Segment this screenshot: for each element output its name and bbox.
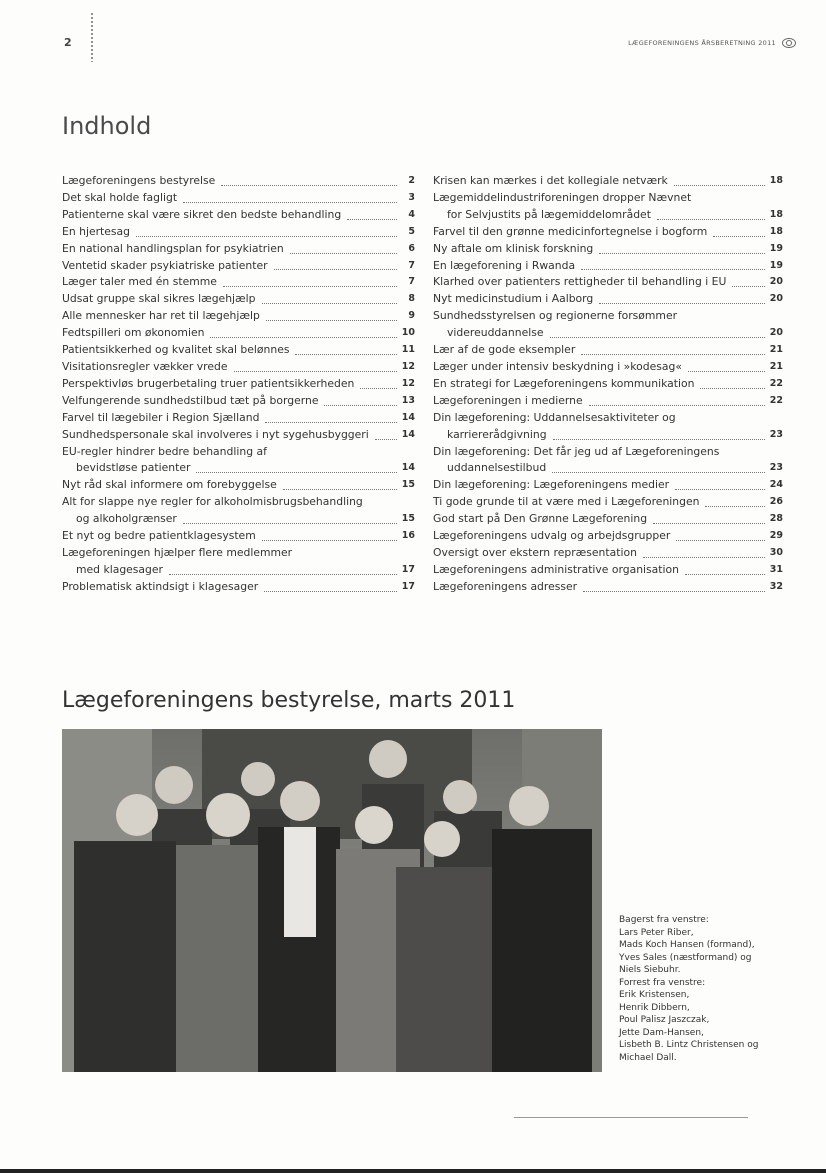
toc-dot-leader bbox=[685, 574, 765, 575]
toc-dot-leader bbox=[262, 303, 398, 304]
toc-item bbox=[62, 274, 415, 291]
toc-item-page: 16 bbox=[401, 530, 415, 542]
toc-item-page: 13 bbox=[401, 394, 415, 406]
toc-item bbox=[433, 427, 783, 444]
toc-item-text: Sundhedsstyrelsen og regionerne forsømmer bbox=[433, 309, 678, 323]
toc-item bbox=[433, 444, 783, 461]
toc-item-text: En strategi for Lægeforeningens kommunikation bbox=[433, 376, 695, 390]
toc-item-text: Din lægeforening: Uddannelsesaktiviteter og bbox=[433, 410, 676, 424]
toc-item bbox=[62, 359, 415, 376]
toc-dot-leader bbox=[675, 489, 765, 490]
toc-item-text: Udsat gruppe skal sikres lægehjælp bbox=[62, 292, 256, 306]
toc-dot-leader bbox=[265, 422, 397, 423]
toc-dot-leader bbox=[581, 354, 765, 355]
toc-item-page: 4 bbox=[408, 208, 415, 220]
toc-dot-leader bbox=[221, 185, 397, 186]
toc-item bbox=[433, 173, 783, 190]
toc-item bbox=[62, 444, 415, 461]
toc-right-column bbox=[433, 173, 783, 596]
toc-item bbox=[433, 460, 783, 477]
toc-item bbox=[62, 545, 415, 562]
toc-dot-leader bbox=[264, 591, 397, 592]
caption-line: Jette Dam-Hansen, bbox=[619, 1027, 704, 1038]
toc-item-page: 32 bbox=[769, 580, 783, 592]
toc-dot-leader bbox=[643, 557, 765, 558]
toc-item-text: Lægeforeningens adresser bbox=[433, 579, 578, 593]
toc-item bbox=[433, 528, 783, 545]
toc-item bbox=[433, 274, 783, 291]
toc-item bbox=[62, 494, 415, 511]
page-bottom-edge bbox=[0, 1169, 826, 1173]
toc-item-text: Perspektivløs brugerbetaling truer patientsikkerheden bbox=[62, 376, 355, 390]
toc-dot-leader bbox=[705, 506, 765, 507]
toc-dot-leader bbox=[552, 472, 765, 473]
toc-item bbox=[433, 241, 783, 258]
toc-dot-leader bbox=[136, 236, 397, 237]
toc-item-text: Lægeforeningens administrative organisation bbox=[433, 562, 679, 576]
toc-item-page: 18 bbox=[769, 175, 783, 186]
toc-item bbox=[62, 325, 415, 342]
toc-item-text: Lægemiddelindustriforeningen dropper Nævnet bbox=[433, 190, 692, 204]
toc-dot-leader bbox=[290, 253, 397, 254]
toc-item-text: Sundhedspersonale skal involveres i nyt sygehusbyggeri bbox=[62, 427, 369, 441]
toc-item bbox=[62, 308, 415, 325]
toc-item-text: Nyt medicinstudium i Aalborg bbox=[433, 292, 594, 306]
toc-dot-leader bbox=[713, 236, 765, 237]
toc-item bbox=[62, 410, 415, 427]
toc-item-page: 14 bbox=[401, 428, 415, 440]
toc-item-page: 11 bbox=[401, 344, 415, 356]
toc-item-page: 9 bbox=[408, 310, 415, 322]
toc-dot-leader bbox=[183, 523, 397, 524]
toc-item-page: 24 bbox=[769, 479, 783, 491]
toc-item bbox=[433, 342, 783, 359]
toc-item-text: Lægeforeningen hjælper flere medlemmer bbox=[62, 545, 293, 559]
footer-rule bbox=[514, 1117, 748, 1118]
running-header bbox=[628, 38, 796, 48]
toc-dot-leader bbox=[196, 472, 397, 473]
caption-line: Forrest fra venstre: bbox=[619, 977, 706, 988]
toc-item bbox=[433, 359, 783, 376]
toc-item-page: 15 bbox=[401, 513, 415, 525]
toc-item-page: 22 bbox=[769, 394, 783, 406]
toc-item bbox=[62, 342, 415, 359]
toc-item bbox=[433, 511, 783, 528]
toc-item-page: 3 bbox=[408, 191, 415, 203]
caption-line: Michael Dall. bbox=[619, 1052, 677, 1063]
toc-item bbox=[62, 579, 415, 596]
toc-item bbox=[62, 173, 415, 190]
toc-dot-leader bbox=[653, 523, 765, 524]
toc-dot-leader bbox=[583, 591, 765, 592]
toc-item bbox=[62, 376, 415, 393]
toc-dot-leader bbox=[599, 253, 765, 254]
toc-item-page: 15 bbox=[401, 479, 415, 491]
margin-dots bbox=[91, 12, 93, 62]
toc-dot-leader bbox=[274, 269, 397, 270]
toc-item bbox=[433, 376, 783, 393]
toc-item-page: 6 bbox=[408, 242, 415, 254]
toc-item-page: 5 bbox=[408, 225, 415, 237]
toc-item-page: 7 bbox=[408, 276, 415, 288]
toc-item-text: med klagesager bbox=[76, 562, 163, 576]
toc-item-page: 18 bbox=[769, 208, 783, 220]
toc-item bbox=[433, 258, 783, 275]
toc-item-text: Lægeforeningens bestyrelse bbox=[62, 174, 216, 187]
running-title: LÆGEFORENINGENS ÅRSBERETNING 2011 bbox=[628, 39, 776, 47]
toc-item-page: 26 bbox=[769, 496, 783, 508]
toc-dot-leader bbox=[375, 439, 397, 440]
toc-item-page: 19 bbox=[769, 259, 783, 271]
toc-item-text: Lægeforeningens udvalg og arbejdsgrupper bbox=[433, 529, 671, 543]
toc-item bbox=[433, 291, 783, 308]
toc-item-page: 28 bbox=[769, 513, 783, 525]
toc-item bbox=[433, 207, 783, 224]
toc-item-text: bevidstløse patienter bbox=[76, 461, 191, 475]
toc-item-text: Ti gode grunde til at være med i Lægeforeningen bbox=[433, 495, 700, 509]
toc-left-column bbox=[62, 173, 415, 596]
toc-item-page: 29 bbox=[769, 530, 783, 542]
toc-item bbox=[433, 393, 783, 410]
toc-dot-leader bbox=[581, 269, 765, 270]
caption-line: Mads Koch Hansen (formand), bbox=[619, 940, 755, 950]
toc-item bbox=[433, 494, 783, 511]
toc-item bbox=[433, 545, 783, 562]
toc-item-text: Farvel til den grønne medicinfortegnelse i bogform bbox=[433, 224, 708, 238]
toc-item bbox=[433, 308, 783, 325]
toc-item-text: Læger under intensiv beskydning i »kodesag« bbox=[433, 359, 682, 373]
toc-dot-leader bbox=[732, 286, 765, 287]
toc-dot-leader bbox=[589, 405, 765, 406]
toc-item bbox=[433, 325, 783, 342]
toc-item bbox=[433, 579, 783, 596]
toc-item bbox=[433, 190, 783, 207]
toc-dot-leader bbox=[657, 219, 765, 220]
toc-item-text: EU-regler hindrer bedre behandling af bbox=[62, 444, 267, 458]
toc-item-text: Krisen kan mærkes i det kollegiale netværk bbox=[433, 174, 668, 187]
toc-item bbox=[62, 190, 415, 207]
caption-line: Bagerst fra venstre: bbox=[619, 915, 709, 925]
toc-item bbox=[62, 562, 415, 579]
toc-item-text: karriererådgivning bbox=[447, 427, 547, 441]
board-title: Lægeforeningens bestyrelse, marts 2011 bbox=[62, 688, 516, 713]
caption-line: Lisbeth B. Lintz Christensen og bbox=[619, 1040, 759, 1050]
toc-item-text: Fedtspilleri om økonomien bbox=[62, 326, 205, 340]
toc-item-page: 12 bbox=[401, 360, 415, 372]
toc-item-page: 30 bbox=[769, 546, 783, 558]
toc-item bbox=[62, 460, 415, 477]
toc-item bbox=[62, 224, 415, 241]
toc-item bbox=[62, 258, 415, 275]
toc-dot-leader bbox=[324, 405, 397, 406]
toc-item-text: videreuddannelse bbox=[447, 326, 544, 340]
toc-item bbox=[62, 528, 415, 545]
toc-dot-leader bbox=[700, 388, 765, 389]
toc-item bbox=[62, 477, 415, 494]
toc-dot-leader bbox=[234, 371, 398, 372]
toc-dot-leader bbox=[223, 286, 397, 287]
toc-item-text: Alt for slappe nye regler for alkoholmisbrugsbehandling bbox=[62, 495, 363, 509]
toc-item-page: 23 bbox=[769, 462, 783, 474]
toc-item-text: Læger taler med én stemme bbox=[62, 275, 217, 289]
toc-item-page: 8 bbox=[408, 293, 415, 305]
toc-item-text: Det skal holde fagligt bbox=[62, 190, 178, 204]
toc-item-page: 2 bbox=[408, 175, 415, 186]
toc-item-text: Din lægeforening: Lægeforeningens medier bbox=[433, 478, 670, 492]
toc-item-text: Lær af de gode eksempler bbox=[433, 343, 576, 357]
toc-item-page: 21 bbox=[769, 344, 783, 356]
toc-item-page: 20 bbox=[769, 327, 783, 339]
toc-dot-leader bbox=[266, 320, 397, 321]
toc-title: Indhold bbox=[62, 112, 152, 140]
toc-item bbox=[433, 477, 783, 494]
toc-item-text: Et nyt og bedre patientklagesystem bbox=[62, 529, 256, 543]
toc-item-text: Oversigt over ekstern repræsentation bbox=[433, 545, 637, 559]
caption-line: Poul Palisz Jaszczak, bbox=[619, 1015, 710, 1025]
toc-dot-leader bbox=[283, 489, 397, 490]
toc-dot-leader bbox=[676, 540, 765, 541]
toc-dot-leader bbox=[262, 540, 397, 541]
toc-item bbox=[62, 291, 415, 308]
toc-item bbox=[62, 393, 415, 410]
toc-item-text: Visitationsregler vækker vrede bbox=[62, 359, 228, 373]
toc-dot-leader bbox=[360, 388, 397, 389]
toc-item-page: 12 bbox=[401, 377, 415, 389]
toc-item-page: 10 bbox=[401, 327, 415, 339]
toc-item-text: Alle mennesker har ret til lægehjælp bbox=[62, 309, 260, 323]
toc-dot-leader bbox=[183, 202, 397, 203]
caption-line: Yves Sales (næstformand) og bbox=[619, 952, 752, 963]
toc-dot-leader bbox=[169, 574, 397, 575]
toc-dot-leader bbox=[210, 337, 397, 338]
caption-line: Lars Peter Riber, bbox=[619, 927, 694, 938]
toc-item-text: og alkoholgrænser bbox=[76, 512, 177, 526]
toc-item-page: 19 bbox=[769, 242, 783, 254]
toc-dot-leader bbox=[550, 337, 766, 338]
toc-item-text: Patienterne skal være sikret den bedste behandling bbox=[62, 207, 342, 221]
toc-dot-leader bbox=[347, 219, 397, 220]
toc-dot-leader bbox=[674, 185, 765, 186]
toc-item-text: En lægeforening i Rwanda bbox=[433, 258, 576, 272]
caption-line: Niels Siebuhr. bbox=[619, 965, 681, 975]
page-number: 2 bbox=[64, 36, 72, 49]
toc-item-text: En national handlingsplan for psykiatrien bbox=[62, 241, 284, 255]
toc-item-text: Lægeforeningen i medierne bbox=[433, 393, 583, 407]
toc-item-page: 14 bbox=[401, 462, 415, 474]
toc-item-page: 20 bbox=[769, 293, 783, 305]
caption-line: Erik Kristensen, bbox=[619, 990, 690, 1000]
toc-item-text: God start på Den Grønne Lægeforening bbox=[433, 512, 648, 526]
toc-item-text: Ny aftale om klinisk forskning bbox=[433, 241, 594, 255]
toc-item-text: Problematisk aktindsigt i klagesager bbox=[62, 579, 259, 593]
toc-item bbox=[62, 427, 415, 444]
toc-dot-leader bbox=[688, 371, 765, 372]
caption-line: Henrik Dibbern, bbox=[619, 1002, 690, 1013]
toc-dot-leader bbox=[599, 303, 765, 304]
toc-item bbox=[62, 511, 415, 528]
toc-item bbox=[62, 207, 415, 224]
toc-item bbox=[433, 224, 783, 241]
board-photo bbox=[62, 729, 602, 1072]
toc-item-page: 23 bbox=[769, 428, 783, 440]
toc-item-text: Farvel til lægebiler i Region Sjælland bbox=[62, 410, 260, 424]
toc-dot-leader bbox=[295, 354, 397, 355]
toc-item-text: Din lægeforening: Det får jeg ud af Lægeforeningens bbox=[433, 444, 720, 458]
board-caption bbox=[619, 914, 819, 1064]
toc-item-text: for Selvjustits på lægemiddelområdet bbox=[447, 207, 651, 221]
toc-item bbox=[433, 410, 783, 427]
toc-item-page: 20 bbox=[769, 276, 783, 288]
toc-item bbox=[433, 562, 783, 579]
toc-dot-leader bbox=[553, 439, 765, 440]
toc-item-text: Patientsikkerhed og kvalitet skal belønnes bbox=[62, 343, 290, 357]
toc-item-page: 17 bbox=[401, 580, 415, 592]
toc-item-page: 14 bbox=[401, 411, 415, 423]
toc-item-text: Velfungerende sundhedstilbud tæt på borgerne bbox=[62, 393, 319, 407]
toc-item-page: 31 bbox=[769, 563, 783, 575]
toc-item-page: 18 bbox=[769, 225, 783, 237]
laegeforeningen-logo-icon bbox=[782, 38, 796, 48]
toc-item-text: uddannelsestilbud bbox=[447, 461, 547, 475]
toc-item-text: En hjertesag bbox=[62, 224, 130, 238]
toc-item-page: 17 bbox=[401, 563, 415, 575]
toc-item-page: 22 bbox=[769, 377, 783, 389]
toc-item-text: Ventetid skader psykiatriske patienter bbox=[62, 258, 268, 272]
toc-item-page: 21 bbox=[769, 360, 783, 372]
toc-item-page: 7 bbox=[408, 259, 415, 271]
toc-item-text: Klarhed over patienters rettigheder til behandling i EU bbox=[433, 275, 727, 289]
toc-item bbox=[62, 241, 415, 258]
toc-item-text: Nyt råd skal informere om forebyggelse bbox=[62, 478, 277, 492]
